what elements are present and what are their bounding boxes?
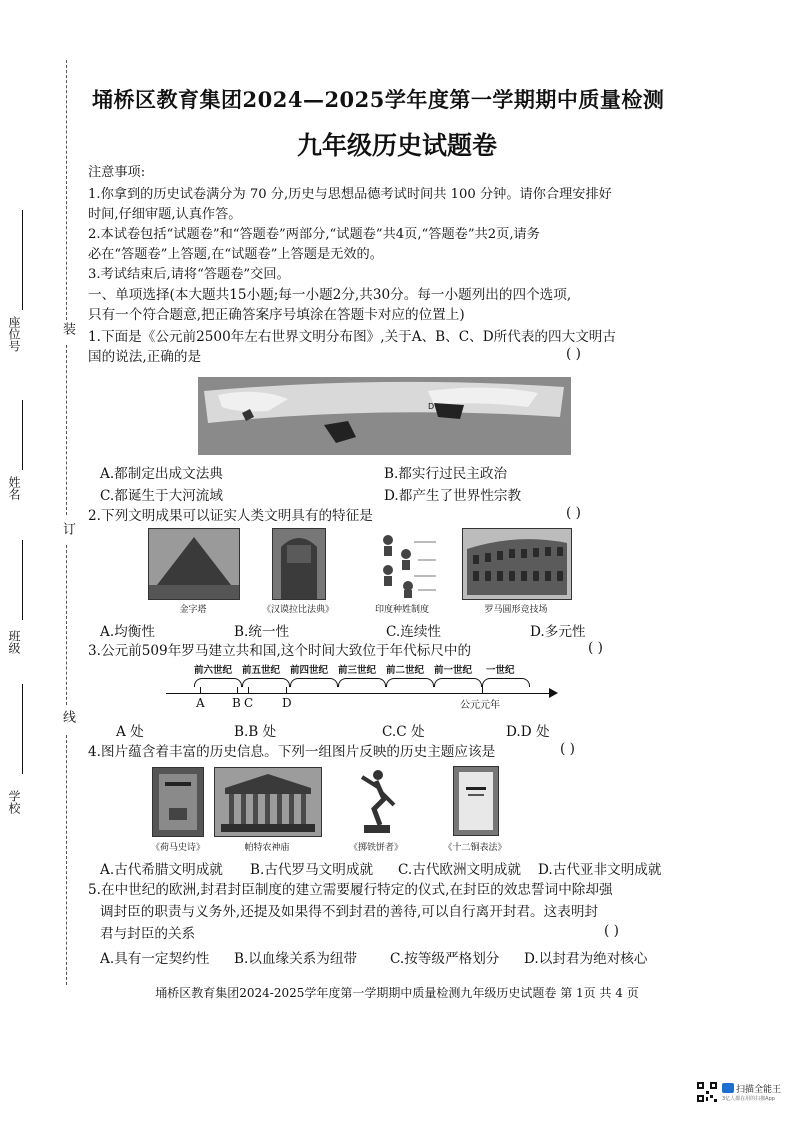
binding-zhuang: 装 <box>60 322 75 335</box>
q3-answer-paren: ( ) <box>588 640 603 656</box>
notes-line-3: 2.本试卷包括“试题卷”和“答题卷”两部分,“试题卷”共4页,“答题卷”共2页,请务 <box>88 227 540 242</box>
q3-option-c[interactable]: C.C 处 <box>382 724 425 740</box>
tick-b <box>237 687 238 693</box>
q4-stem: 4.图片蕴含着丰富的历史信息。下列一组图片反映的历史主题应该是 <box>88 744 496 760</box>
century-label-4: 前三世纪 <box>338 665 377 676</box>
binding-dots-1 <box>66 60 67 320</box>
q4-caption-1: 《荷马史诗》 <box>150 843 205 853</box>
timeline-axis <box>166 693 552 694</box>
q1-stem-2: 国的说法,正确的是 <box>88 349 202 365</box>
q4-twelve-tables-image <box>453 766 499 836</box>
century-label-7: 一世纪 <box>486 665 515 676</box>
timeline-era-label: 公元元年 <box>460 700 500 711</box>
q4-option-a[interactable]: A.古代希腊文明成就 <box>100 862 223 878</box>
notes-line-4: 必在“答题卷”上答题,在“试题卷”上答题是无效的。 <box>88 247 383 262</box>
q1-option-d[interactable]: D.都产生了世界性宗教 <box>384 488 522 504</box>
q4-option-d[interactable]: D.古代亚非文明成就 <box>538 862 662 878</box>
century-label-2: 前五世纪 <box>242 665 281 676</box>
q4-caption-3: 《掷铁饼者》 <box>348 843 403 853</box>
timeline-letter-d: D <box>282 696 292 710</box>
q2-stem: 2.下列文明成果可以证实人类文明具有的特征是 <box>88 508 373 524</box>
tick-a <box>200 687 201 693</box>
exam-subtitle: 九年级历史试题卷 <box>296 131 497 160</box>
q2-caption-3: 印度种姓制度 <box>374 605 429 615</box>
name-line <box>22 400 23 470</box>
q4-caption-2: 帕特农神庙 <box>244 843 290 853</box>
school-line <box>22 684 23 774</box>
century-brace-7 <box>482 678 530 687</box>
section1-line-2: 只有一个符合题意,把正确答案序号填涂在答题卡对应的位置上) <box>88 307 465 323</box>
q5-option-c[interactable]: C.按等级严格划分 <box>390 951 500 967</box>
timeline-arrow <box>549 688 558 698</box>
century-brace-4 <box>338 678 386 687</box>
q4-answer-paren: ( ) <box>560 741 575 757</box>
q4-option-c[interactable]: C.古代欧洲文明成就 <box>398 862 521 878</box>
century-brace-2 <box>242 678 290 687</box>
q1-option-a[interactable]: A.都制定出成文法典 <box>100 466 223 482</box>
q4-parthenon-image <box>214 767 322 837</box>
binding-dots-4 <box>66 735 67 985</box>
watermark-sub: 3亿人都在用的扫描App <box>722 1096 775 1102</box>
seat-line <box>22 210 23 310</box>
notes-heading: 注意事项: <box>88 165 146 180</box>
century-brace-6 <box>434 678 482 687</box>
q1-option-c[interactable]: C.都诞生于大河流域 <box>100 488 223 504</box>
q2-option-c[interactable]: C.连续性 <box>386 624 442 640</box>
q5-stem-2: 调封臣的职责与义务外,还提及如果得不到封君的善待,可以自行离开封君。这表明封 <box>100 904 599 920</box>
timeline-letter-a: A <box>196 696 205 710</box>
name-label: 姓名 <box>7 476 21 500</box>
century-label-6: 前一世纪 <box>434 665 473 676</box>
class-line <box>22 540 23 620</box>
q2-option-a[interactable]: A.均衡性 <box>100 624 155 640</box>
q4-caption-4: 《十二铜表法》 <box>443 843 507 853</box>
q2-option-d[interactable]: D.多元性 <box>530 624 586 640</box>
qr-code-icon <box>696 1081 718 1103</box>
timeline-letter-b: B <box>232 696 241 710</box>
notes-line-1: 1.你拿到的历史试卷满分为 70 分,历史与思想品德考试时间共 100 分钟。请你合理安排好 <box>88 187 612 202</box>
binding-xian: 线 <box>60 710 75 723</box>
q5-option-a[interactable]: A.具有一定契约性 <box>100 951 210 967</box>
century-brace-5 <box>386 678 434 687</box>
seat-label: 座位号 <box>7 316 21 352</box>
q2-colosseum-image <box>462 528 572 600</box>
q3-option-b[interactable]: B.B 处 <box>234 724 277 740</box>
q2-caption-2: 《汉谟拉比法典》 <box>261 605 334 615</box>
q1-option-b[interactable]: B.都实行过民主政治 <box>384 466 508 482</box>
watermark-brand: 扫描全能王 <box>736 1085 782 1095</box>
q1-world-map <box>198 377 571 455</box>
svg-text:D: D <box>428 402 435 411</box>
q2-code-stele-image <box>272 528 326 600</box>
century-brace-3 <box>290 678 338 687</box>
q5-option-d[interactable]: D.以封君为绝对核心 <box>524 951 648 967</box>
q4-homer-book-image <box>152 767 204 837</box>
q4-discobolus-image <box>354 765 398 835</box>
q5-option-b[interactable]: B.以血缘关系为纽带 <box>234 951 358 967</box>
binding-dots-2 <box>66 345 67 515</box>
school-label: 学校 <box>7 790 21 814</box>
binding-dots-3 <box>66 545 67 705</box>
century-brace-1 <box>194 678 242 687</box>
century-label-3: 前四世纪 <box>290 665 329 676</box>
binding-ding: 订 <box>60 522 75 535</box>
q2-pyramid-image <box>148 528 240 600</box>
q2-answer-paren: ( ) <box>566 505 581 521</box>
exam-title: 埇桥区教育集团2024—2025学年度第一学期期中质量检测 <box>92 87 665 112</box>
century-label-5: 前二世纪 <box>386 665 425 676</box>
q2-caption-1: 金字塔 <box>179 605 207 615</box>
q2-caste-image <box>370 530 440 598</box>
q2-option-b[interactable]: B.统一性 <box>234 624 290 640</box>
q3-option-a[interactable]: A 处 <box>116 724 144 740</box>
q5-stem-1: 5.在中世纪的欧洲,封君封臣制度的建立需要履行特定的仪式,在封臣的效忠誓词中除却强 <box>88 882 613 898</box>
century-label-1: 前六世纪 <box>194 665 233 676</box>
q5-stem-3: 君与封臣的关系 <box>100 926 196 942</box>
notes-line-5: 3.考试结束后,请将“答题卷”交回。 <box>88 267 290 282</box>
q1-answer-paren: ( ) <box>566 346 581 362</box>
q3-stem: 3.公元前509年罗马建立共和国,这个时间大致位于年代标尺中的 <box>88 643 472 659</box>
q1-stem-1: 1.下面是《公元前2500年左右世界文明分布图》,关于A、B、C、D所代表的四大文明古 <box>88 329 616 345</box>
scanner-logo-icon <box>722 1083 734 1093</box>
tick-era <box>482 687 483 693</box>
tick-d <box>286 687 287 693</box>
q2-caption-4: 罗马圆形竞技场 <box>484 605 548 615</box>
section1-line-1: 一、单项选择(本大题共15小题;每一小题2分,共30分。每一小题列出的四个选项, <box>88 287 572 303</box>
page-footer: 埇桥区教育集团2024-2025学年度第一学期期中质量检测九年级历史试题卷 第 1页 共 4 页 <box>155 986 639 1000</box>
class-label: 班级 <box>7 630 21 654</box>
q3-option-d[interactable]: D.D 处 <box>506 724 550 740</box>
q5-answer-paren: ( ) <box>604 923 619 939</box>
timeline-letter-c: C <box>244 696 254 710</box>
tick-c <box>248 687 249 693</box>
q4-option-b[interactable]: B.古代罗马文明成就 <box>250 862 374 878</box>
notes-line-2: 时间,仔细审题,认真作答。 <box>88 207 242 222</box>
